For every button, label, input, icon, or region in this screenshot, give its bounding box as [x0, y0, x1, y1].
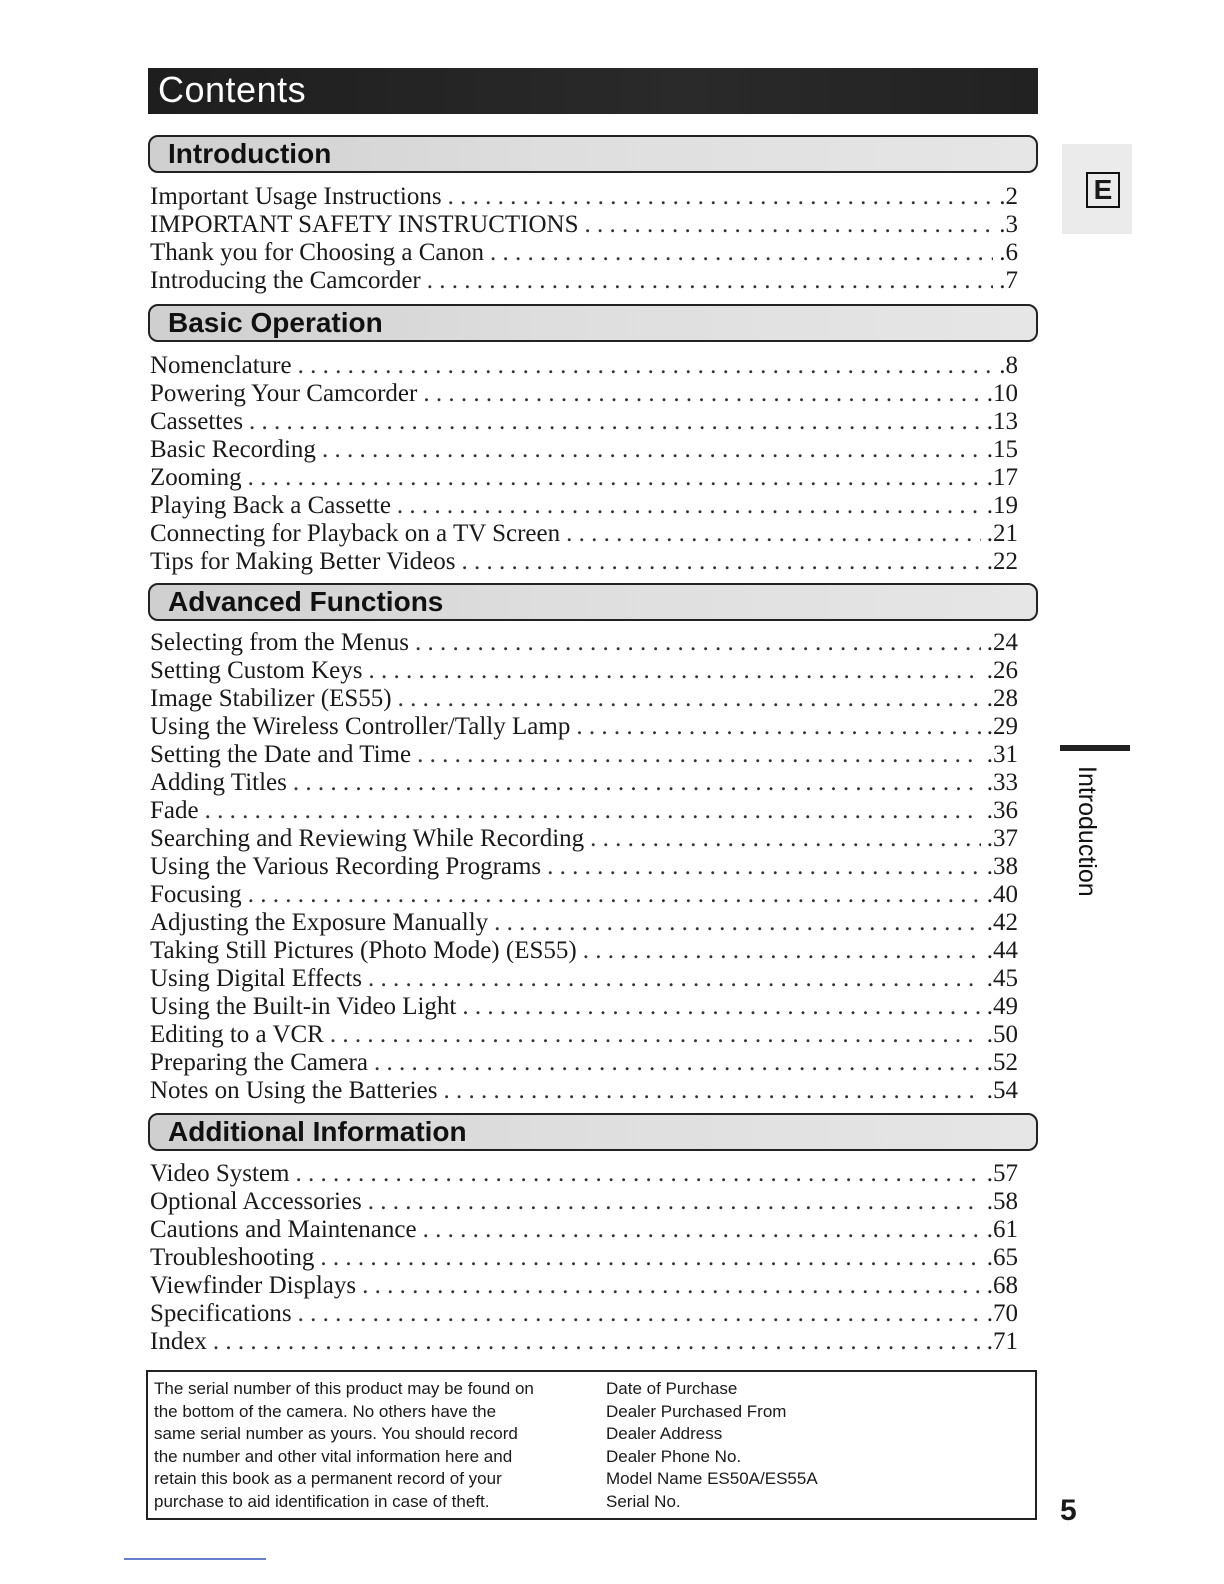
toc-entry-title: Using the Built-in Video Light — [150, 993, 457, 1020]
toc-entry[interactable] — [150, 965, 1018, 993]
toc-entry-title: Editing to a VCR — [150, 1021, 324, 1048]
toc-entry[interactable] — [150, 492, 1018, 520]
toc-entry-title: Notes on Using the Batteries — [150, 1077, 438, 1104]
note-line: same serial number as yours. You should record — [154, 1424, 518, 1444]
toc-entry-title: Selecting from the Menus — [150, 629, 409, 656]
dot-leader — [320, 1244, 980, 1272]
toc-entry-page: .50 — [986, 1021, 1018, 1048]
dot-leader — [494, 909, 981, 937]
toc-entry[interactable] — [150, 211, 1018, 239]
toc-entry-title: Index — [150, 1328, 207, 1355]
toc-entry-page: .17 — [986, 464, 1018, 491]
page-title: Contents — [158, 69, 307, 110]
dot-leader — [397, 492, 981, 520]
dot-leader — [576, 713, 980, 741]
dot-leader — [398, 685, 981, 713]
toc-entry-page: .6 — [999, 239, 1018, 266]
toc-entry-page: .49 — [986, 993, 1018, 1020]
toc-entry-title: Adjusting the Exposure Manually — [150, 909, 489, 936]
toc-entry-title: Focusing — [150, 881, 242, 908]
section-header-advanced-functions — [148, 583, 1038, 621]
dot-leader — [417, 741, 981, 769]
record-fields — [606, 1378, 1026, 1514]
toc-entry-page: .45 — [986, 965, 1018, 992]
toc-entry-page: .58 — [986, 1188, 1018, 1215]
toc-entry-page: .61 — [986, 1216, 1018, 1243]
toc-entry-title: Connecting for Playback on a TV Screen — [150, 520, 561, 547]
toc-entry-page: .38 — [986, 853, 1018, 880]
dot-leader — [584, 211, 993, 239]
toc-entry-title: Basic Recording — [150, 436, 316, 463]
dot-leader — [295, 1160, 980, 1188]
toc-entry[interactable] — [150, 993, 1018, 1021]
toc-entry[interactable] — [150, 1328, 1018, 1356]
toc-entry-page: .31 — [986, 741, 1018, 768]
toc-entry-page: .24 — [986, 629, 1018, 656]
dot-leader — [368, 965, 981, 993]
dot-leader — [369, 657, 981, 685]
dot-leader — [298, 1300, 981, 1328]
toc-entry-title: Cautions and Maintenance — [150, 1216, 417, 1243]
toc-entry[interactable] — [150, 685, 1018, 713]
toc-entry[interactable] — [150, 657, 1018, 685]
toc-entry-page: .44 — [986, 937, 1018, 964]
toc-entry-page: .7 — [999, 267, 1018, 294]
toc-entry-page: .28 — [986, 685, 1018, 712]
toc-entry-page: .21 — [986, 520, 1018, 547]
page-title-bar — [148, 68, 1038, 114]
toc-entry-title: Specifications — [150, 1300, 292, 1327]
dot-leader — [249, 408, 981, 436]
footer-rule — [124, 1558, 266, 1560]
dot-leader — [248, 464, 981, 492]
toc-entry-title: Image Stabilizer (ES55) — [150, 685, 392, 712]
dot-leader — [462, 993, 980, 1021]
toc-entry-page: .3 — [999, 211, 1018, 238]
toc-entry-title: Using the Various Recording Programs — [150, 853, 542, 880]
dot-leader — [448, 183, 994, 211]
dot-leader — [205, 797, 981, 825]
toc-entry-page: .29 — [986, 713, 1018, 740]
note-line: the number and other vital information here and — [154, 1446, 513, 1466]
toc-entry-page: .68 — [986, 1272, 1018, 1299]
toc-entry-title: Taking Still Pictures (Photo Mode) (ES55) — [150, 937, 577, 964]
toc-entry-title: Searching and Reviewing While Recording — [150, 825, 585, 852]
toc-entry-title: Using Digital Effects — [150, 965, 362, 992]
toc-entry-page: .57 — [986, 1160, 1018, 1187]
toc-entry-page: .10 — [986, 380, 1018, 407]
toc-entry-page: .52 — [986, 1049, 1018, 1076]
toc-entry-title: Optional Accessories — [150, 1188, 362, 1215]
toc-entry-title: Zooming — [150, 464, 242, 491]
language-tab — [1062, 144, 1132, 234]
toc-entry[interactable] — [150, 183, 1018, 211]
toc-entry[interactable] — [150, 548, 1018, 576]
note-line: the bottom of the camera. No others have the — [154, 1401, 497, 1421]
toc-entry-title: Fade — [150, 797, 199, 824]
dot-leader — [374, 1049, 981, 1077]
toc-entry[interactable] — [150, 1216, 1018, 1244]
record-field-label: Dealer Phone No. — [606, 1446, 742, 1466]
toc-entry-page: .36 — [986, 797, 1018, 824]
dot-leader — [415, 629, 981, 657]
note-line: purchase to aid identification in case of theft. — [154, 1491, 490, 1511]
dot-leader — [213, 1328, 981, 1356]
toc-entry-title: Viewfinder Displays — [150, 1272, 357, 1299]
dot-leader — [368, 1188, 981, 1216]
toc-entry[interactable] — [150, 1160, 1018, 1188]
toc-entry-page: .71 — [986, 1328, 1018, 1355]
toc-entry[interactable] — [150, 239, 1018, 267]
toc-list-basic-operation — [150, 352, 1018, 576]
toc-entry-page: .2 — [999, 183, 1018, 210]
toc-entry-title: Nomenclature — [150, 352, 292, 379]
toc-entry[interactable] — [150, 825, 1018, 853]
dot-leader — [423, 1216, 981, 1244]
toc-entry[interactable] — [150, 713, 1018, 741]
record-field-label: Model Name ES50A/ES55A — [606, 1469, 818, 1489]
dot-leader — [443, 1077, 980, 1105]
toc-entry[interactable] — [150, 937, 1018, 965]
toc-entry[interactable] — [150, 909, 1018, 937]
toc-entry-page: .70 — [986, 1300, 1018, 1327]
dot-leader — [298, 352, 994, 380]
toc-entry-page: .37 — [986, 825, 1018, 852]
dot-leader — [248, 881, 981, 909]
dot-leader — [293, 769, 981, 797]
toc-entry[interactable] — [150, 380, 1018, 408]
toc-entry-title: IMPORTANT SAFETY INSTRUCTIONS — [150, 211, 579, 238]
toc-entry[interactable] — [150, 1244, 1018, 1272]
dot-leader — [490, 239, 993, 267]
toc-entry[interactable] — [150, 1300, 1018, 1328]
language-tab-letter: E — [1086, 172, 1120, 208]
toc-entry-title: Adding Titles — [150, 769, 287, 796]
toc-entry[interactable] — [150, 1021, 1018, 1049]
toc-entry-page: .8 — [999, 352, 1018, 379]
toc-entry[interactable] — [150, 1049, 1018, 1077]
toc-entry-page: .54 — [986, 1077, 1018, 1104]
section-header-basic-operation — [148, 304, 1038, 342]
section-heading: Introduction — [168, 138, 332, 169]
section-heading: Advanced Functions — [168, 586, 444, 617]
toc-entry-title: Playing Back a Cassette — [150, 492, 391, 519]
toc-entry[interactable] — [150, 769, 1018, 797]
toc-list-additional-information — [150, 1160, 1018, 1356]
purchase-record-box — [146, 1370, 1037, 1520]
record-field-label: Serial No. — [606, 1491, 681, 1511]
toc-entry[interactable] — [150, 267, 1018, 295]
toc-entry-title: Cassettes — [150, 408, 244, 435]
section-header-additional-information — [148, 1113, 1038, 1151]
toc-entry-title: Thank you for Choosing a Canon — [150, 239, 484, 266]
toc-entry[interactable] — [150, 520, 1018, 548]
dot-leader — [590, 825, 981, 853]
dot-leader — [427, 267, 994, 295]
dot-leader — [362, 1272, 981, 1300]
toc-entry-page: .42 — [986, 909, 1018, 936]
toc-entry-page: .33 — [986, 769, 1018, 796]
toc-entry[interactable] — [150, 629, 1018, 657]
record-field-label: Date of Purchase — [606, 1379, 738, 1398]
toc-entry[interactable] — [150, 436, 1018, 464]
dot-leader — [322, 436, 981, 464]
toc-entry-title: Setting the Date and Time — [150, 741, 412, 768]
toc-entry-title: Powering Your Camcorder — [150, 380, 418, 407]
toc-entry[interactable] — [150, 352, 1018, 380]
toc-entry-title: Preparing the Camera — [150, 1049, 368, 1076]
dot-leader — [461, 548, 980, 576]
record-field-label: Dealer Purchased From — [606, 1401, 787, 1421]
toc-entry[interactable] — [150, 1272, 1018, 1300]
toc-entry-title: Troubleshooting — [150, 1244, 315, 1271]
toc-entry-page: .40 — [986, 881, 1018, 908]
toc-entry-title: Tips for Making Better Videos — [150, 548, 456, 575]
toc-list-introduction — [150, 183, 1018, 295]
section-heading: Basic Operation — [168, 307, 383, 338]
toc-entry-title: Using the Wireless Controller/Tally Lamp — [150, 713, 571, 740]
toc-entry-title: Introducing the Camcorder — [150, 267, 421, 294]
section-heading: Additional Information — [168, 1116, 467, 1147]
toc-entry-page: .13 — [986, 408, 1018, 435]
toc-entry[interactable] — [150, 741, 1018, 769]
toc-entry[interactable] — [150, 408, 1018, 436]
toc-entry[interactable] — [150, 1188, 1018, 1216]
record-field-label: Dealer Address — [606, 1424, 723, 1444]
toc-entry-page: .15 — [986, 436, 1018, 463]
dot-leader — [423, 380, 980, 408]
toc-entry[interactable] — [150, 464, 1018, 492]
toc-entry-title: Video System — [150, 1160, 290, 1187]
toc-list-advanced-functions — [150, 629, 1018, 1105]
toc-entry[interactable] — [150, 853, 1018, 881]
section-side-label: Introduction — [1073, 766, 1101, 897]
serial-number-note — [154, 1378, 594, 1514]
dot-leader — [566, 520, 981, 548]
note-line: retain this book as a permanent record of your — [154, 1469, 502, 1489]
toc-entry[interactable] — [150, 1077, 1018, 1105]
toc-entry[interactable] — [150, 797, 1018, 825]
toc-entry[interactable] — [150, 881, 1018, 909]
toc-entry-page: .26 — [986, 657, 1018, 684]
section-header-introduction — [148, 135, 1038, 173]
dot-leader — [583, 937, 981, 965]
toc-entry-title: Setting Custom Keys — [150, 657, 363, 684]
dot-leader — [547, 853, 981, 881]
toc-entry-title: Important Usage Instructions — [150, 183, 442, 210]
toc-entry-page: .19 — [986, 492, 1018, 519]
note-line: The serial number of this product may be found on — [154, 1379, 534, 1398]
dot-leader — [330, 1021, 981, 1049]
page-number: 5 — [1060, 1494, 1077, 1527]
toc-entry-page: .65 — [986, 1244, 1018, 1271]
section-marker-bar — [1060, 745, 1130, 751]
toc-entry-page: .22 — [986, 548, 1018, 575]
